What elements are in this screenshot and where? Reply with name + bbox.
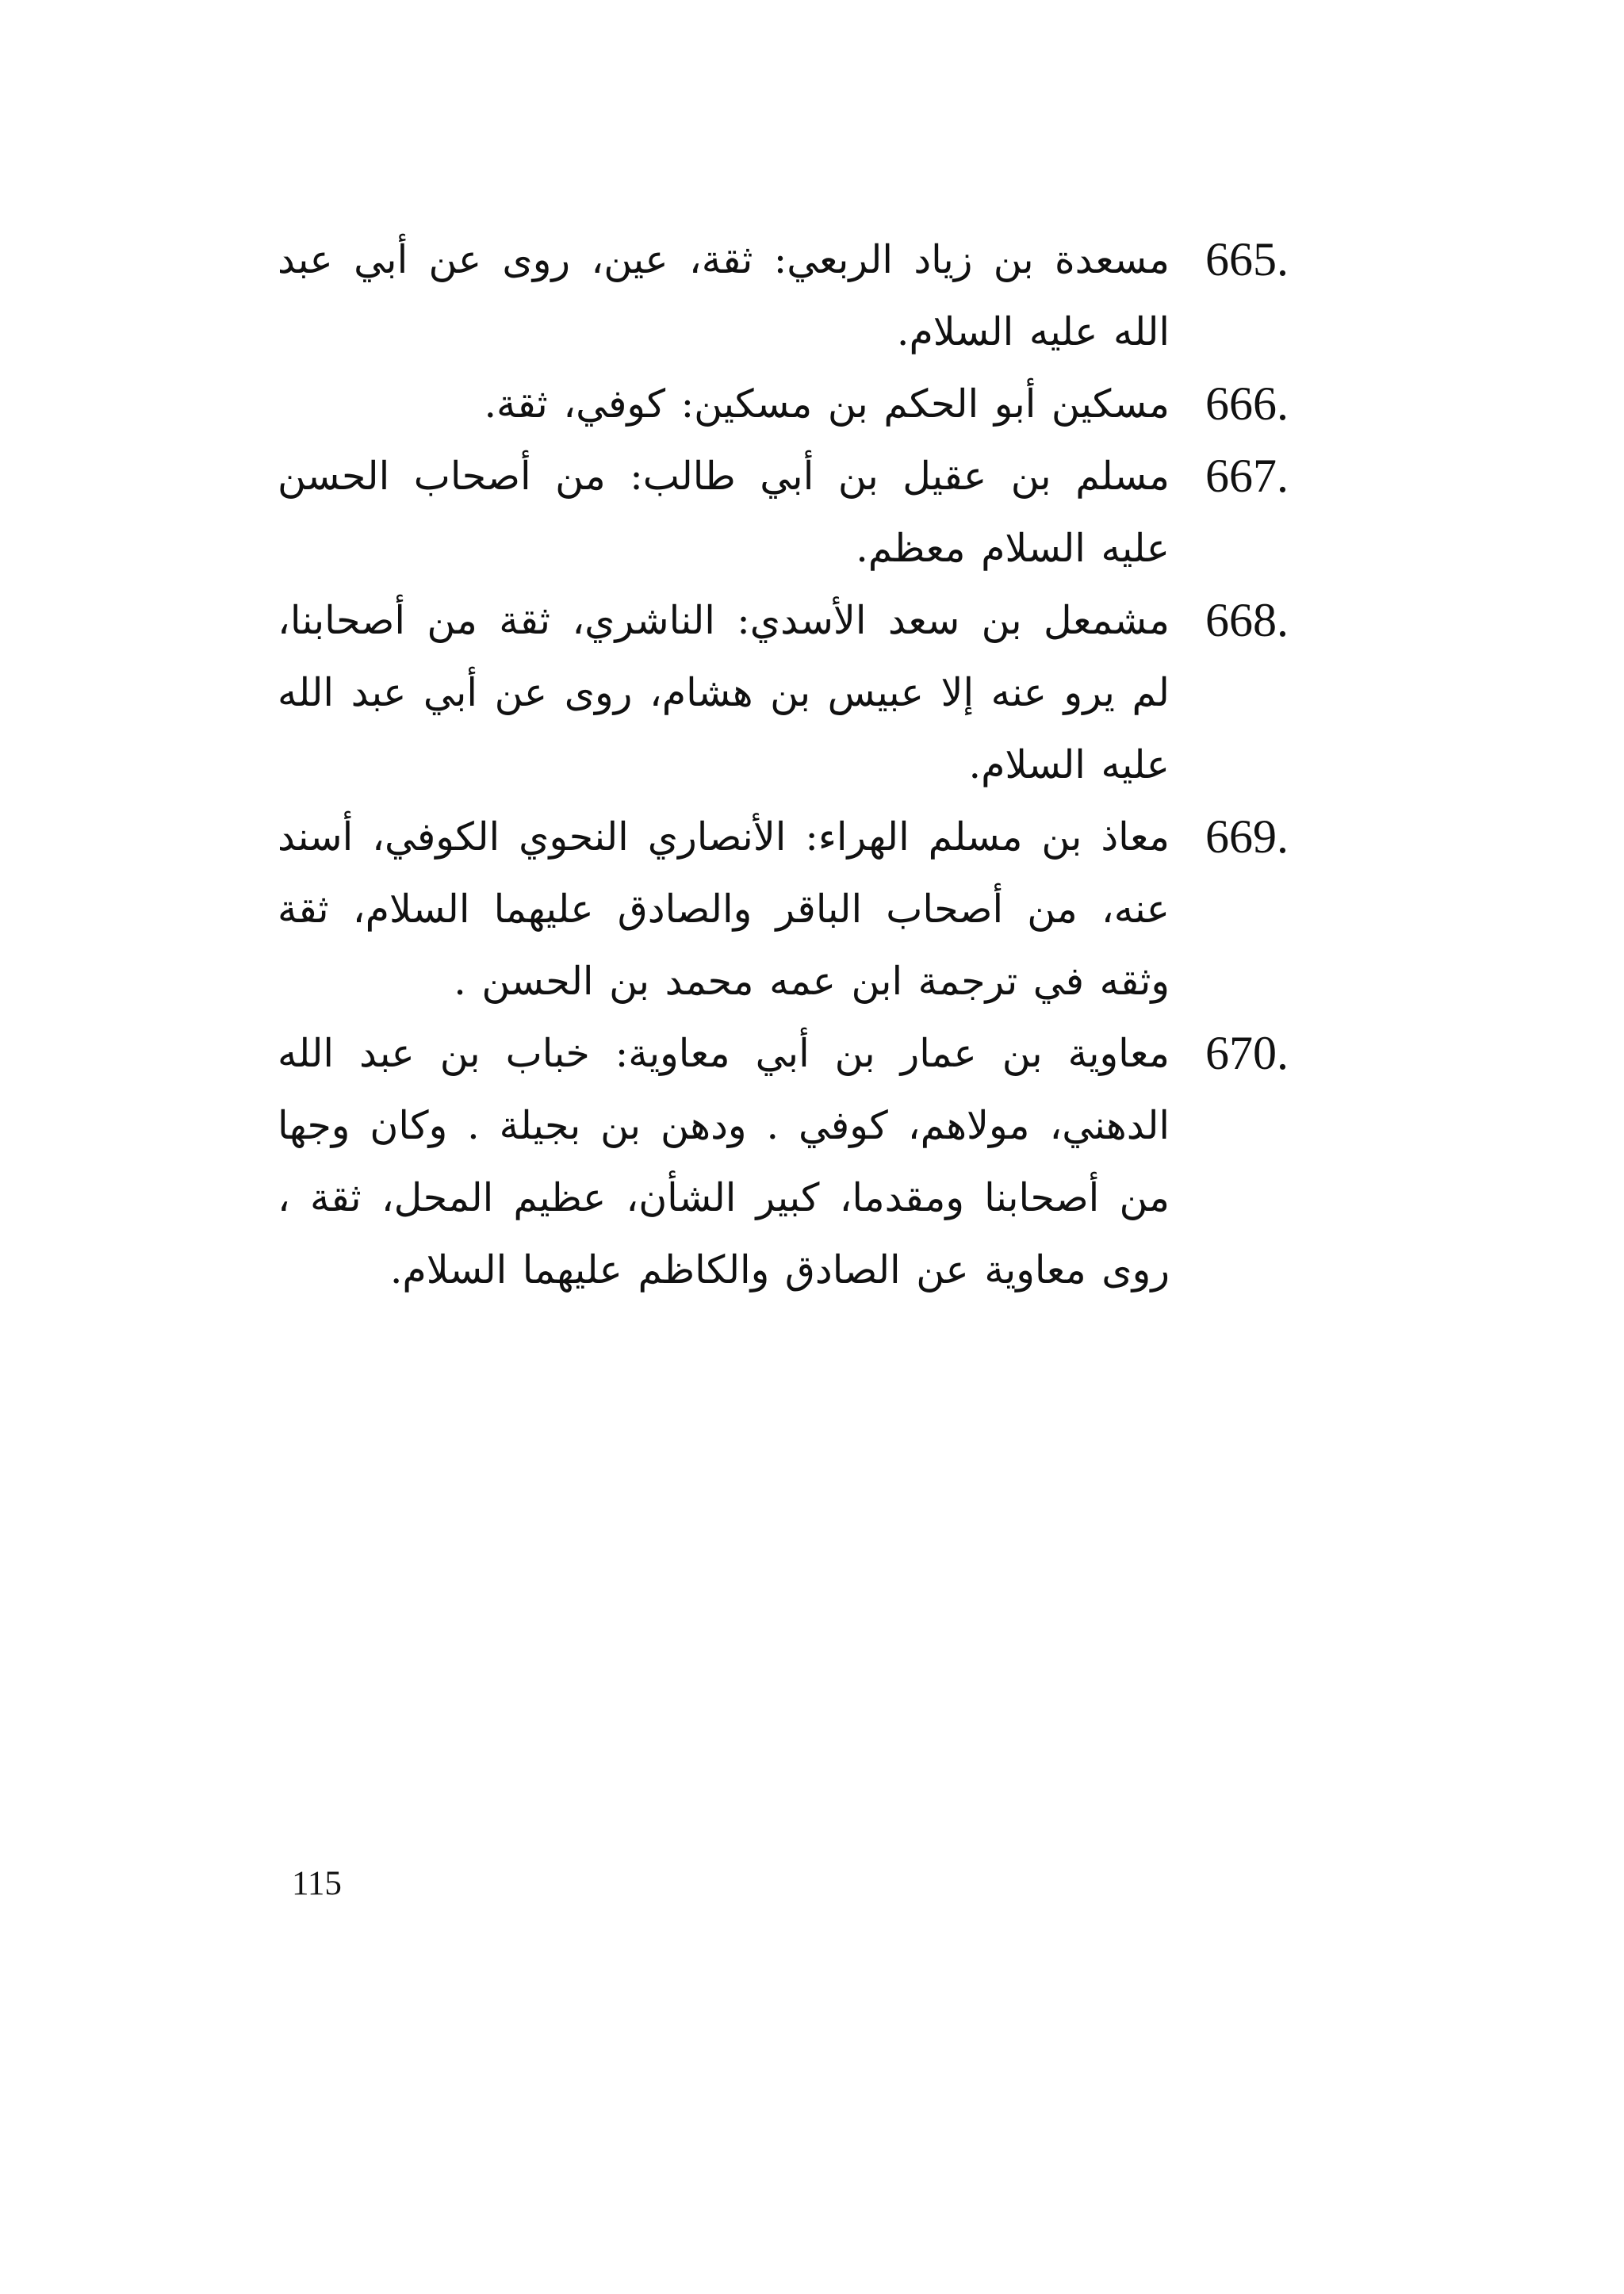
entry-text: مسلم بن عقيل بن أبي طالب: من أصحاب الحسن عليه السلام معظم. xyxy=(278,454,1170,571)
entry-670 xyxy=(278,1017,1289,1306)
entry-number: 669. xyxy=(1205,810,1289,863)
entry-665 xyxy=(278,224,1289,368)
entry-number: 666. xyxy=(1205,377,1289,430)
entry-text: معاوية بن عمار بن أبي معاوية: خباب بن عبد الله الدهني، مولاهم، كوفي . ودهن بن بجيلة . وكان وجها من أصحابنا ومقدما، كبير الشأن، عظيم المحل، ثقة ، روى معاوية عن الصادق والكاظم عليهما السلام. xyxy=(278,1031,1170,1293)
entry-668 xyxy=(278,584,1289,801)
entry-text: معاذ بن مسلم الهراء: الأنصاري النحوي الكوفي، أسند عنه، من أصحاب الباقر والصادق عليهما السلام، ثقة وثقه في ترجمة ابن عمه محمد بن الحسن . xyxy=(278,814,1170,1004)
entry-666 xyxy=(278,368,1289,440)
entry-667 xyxy=(278,440,1289,584)
entry-669 xyxy=(278,801,1289,1017)
entry-number: 665. xyxy=(1205,233,1289,285)
entry-text: مسعدة بن زياد الربعي: ثقة، عين، روى عن أبي عبد الله عليه السلام. xyxy=(278,237,1170,354)
entry-number: 667. xyxy=(1205,450,1289,502)
entry-text: مشمعل بن سعد الأسدي: الناشري، ثقة من أصحابنا، لم يرو عنه إلا عبيس بن هشام، روى عن أبي عبد الله عليه السلام. xyxy=(278,598,1170,787)
entries-list xyxy=(278,224,1289,1306)
page-number: 115 xyxy=(292,1865,342,1902)
entry-number: 668. xyxy=(1205,594,1289,646)
entry-number: 670. xyxy=(1205,1027,1289,1079)
entry-text: مسكين أبو الحكم بن مسكين: كوفي، ثقة. xyxy=(484,381,1170,427)
